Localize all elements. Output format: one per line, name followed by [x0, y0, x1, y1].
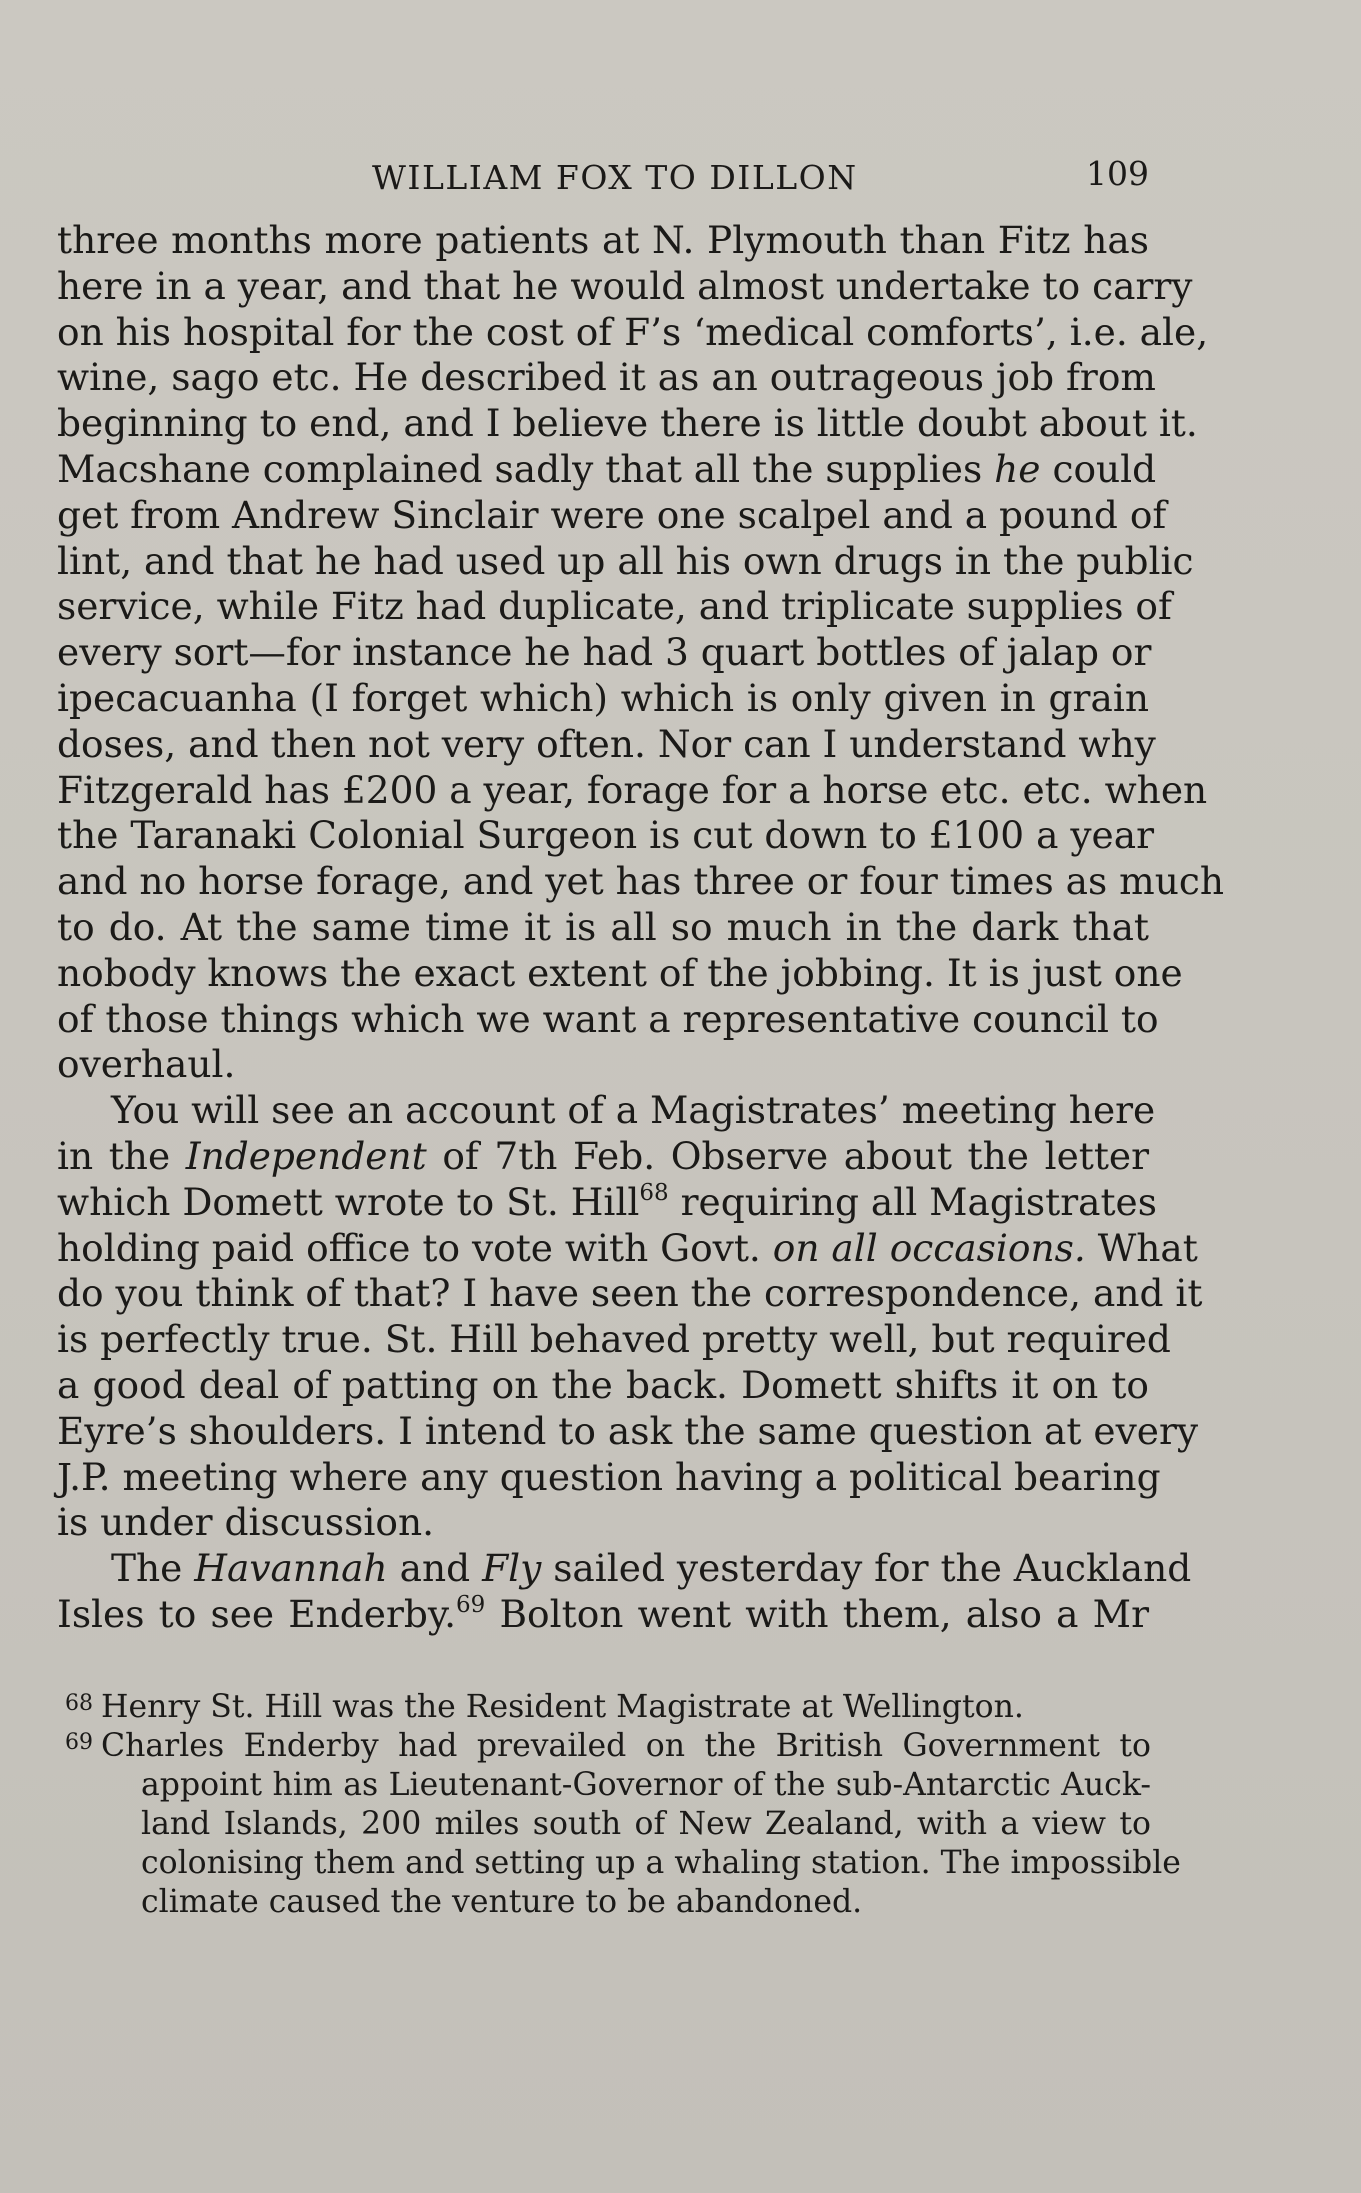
running-title: WILLIAM FOX TO DILLON: [372, 158, 858, 197]
text-line: and no horse forage, and yet has three or four times as much: [57, 859, 1225, 904]
page-number: 109: [1086, 154, 1149, 193]
italic-havannah: Havannah: [194, 1546, 388, 1591]
running-head: [57, 150, 1149, 210]
text-segment: Bolton went with them, also a Mr: [499, 1591, 1149, 1636]
footnote-line: climate caused the venture to be abandoned.: [141, 1884, 863, 1920]
italic-independent: Independent: [185, 1133, 427, 1178]
italic-on-all-occasions: on all occasions.: [772, 1225, 1086, 1270]
footnote-line: appoint him as Lieutenant-Governor of the sub-Antarctic Auck-: [141, 1767, 1151, 1803]
text-line: beginning to end, and I believe there is little doubt about it.: [57, 401, 1198, 446]
footnote-line: colonising them and setting up a whaling station. The impossible: [141, 1845, 1181, 1881]
footnote-line: land Islands, 200 miles south of New Zealand, with a view to: [141, 1806, 1151, 1842]
text-line: J.P. meeting where any question having a political bearing: [57, 1454, 1161, 1499]
text-line: a good deal of patting on the back. Domett shifts it on to: [57, 1362, 1149, 1407]
footnote-68: [65, 1688, 1151, 1727]
footnote-line: Henry St. Hill was the Resident Magistrate at Wellington.: [101, 1689, 1024, 1725]
text-line: three months more patients at N. Plymouth than Fitz has: [57, 218, 1149, 262]
text-line: is perfectly true. St. Hill behaved pretty well, but required: [57, 1317, 1171, 1362]
text-line: [57, 1225, 1198, 1272]
italic-fly: Fly: [482, 1546, 542, 1591]
text-line: the Taranaki Colonial Surgeon is cut down to £100 a year: [57, 813, 1155, 858]
text-line: [57, 446, 1157, 493]
text-line: do you think of that? I have seen the correspondence, and it: [57, 1271, 1203, 1316]
footnote-line: Charles Enderby had prevailed on the British Government to: [101, 1728, 1151, 1764]
footnote-ref-69: 69: [456, 1591, 486, 1618]
text-line: every sort—for instance he had 3 quart bottles of jalap or: [57, 630, 1152, 675]
text-segment: in the: [57, 1133, 171, 1178]
text-segment: which Domett wrote to St. Hill: [57, 1179, 640, 1224]
text-segment: could: [1052, 446, 1157, 491]
text-line: wine, sago etc. He described it as an outrageous job from: [57, 355, 1156, 400]
italic-he: he: [994, 446, 1041, 491]
text-line: service, while Fitz had duplicate, and triplicate supplies of: [57, 584, 1172, 629]
text-segment: holding paid office to vote with Govt.: [57, 1225, 761, 1270]
footnote-69: [65, 1727, 1181, 1922]
text-line: Eyre’s shoulders. I intend to ask the same question at every: [57, 1408, 1199, 1453]
text-line: Fitzgerald has £200 a year, forage for a horse etc. etc. when: [57, 767, 1208, 812]
text-line: lint, and that he had used up all his own drugs in the public: [57, 538, 1194, 583]
text-line: get from Andrew Sinclair were one scalpel and a pound of: [57, 492, 1167, 537]
text-segment: What: [1097, 1225, 1198, 1270]
text-line: [57, 1179, 1157, 1226]
footnote-number: 69: [65, 1730, 93, 1755]
footnote-ref-68: 68: [639, 1179, 669, 1206]
text-segment: Macshane complained sadly that all the supplies: [57, 446, 983, 491]
text-line: You will see an account of a Magistrates’ meeting here: [111, 1088, 1156, 1133]
text-line: nobody knows the exact extent of the jobbing. It is just one: [57, 950, 1183, 995]
text-segment: and: [399, 1546, 471, 1591]
text-line: doses, and then not very often. Nor can I understand why: [57, 721, 1156, 766]
text-line: here in a year, and that he would almost undertake to carry: [57, 263, 1193, 308]
text-segment: The: [111, 1546, 183, 1591]
footnote-number: 68: [65, 1691, 93, 1716]
text-segment: Isles to see Enderby.: [57, 1591, 457, 1636]
text-segment: sailed yesterday for the Auckland: [553, 1546, 1192, 1591]
footnotes: [65, 1688, 1181, 1922]
text-segment: of 7th Feb. Observe about the letter: [442, 1133, 1150, 1178]
text-line: is under discussion.: [57, 1500, 435, 1545]
text-line: overhaul.: [57, 1042, 236, 1087]
text-line: [57, 1546, 1192, 1592]
text-line: [57, 1134, 1149, 1180]
text-line: of those things which we want a representative council to: [57, 996, 1159, 1041]
text-line: to do. At the same time it is all so much in the dark that: [57, 904, 1149, 949]
text-segment: requiring all Magistrates: [680, 1179, 1157, 1224]
text-line: [57, 1592, 1149, 1638]
text-line: on his hospital for the cost of F’s ‘medical comforts’, i.e. ale,: [57, 309, 1209, 354]
body-text: [57, 218, 1225, 1638]
text-line: ipecacuanha (I forget which) which is only given in grain: [57, 675, 1149, 720]
